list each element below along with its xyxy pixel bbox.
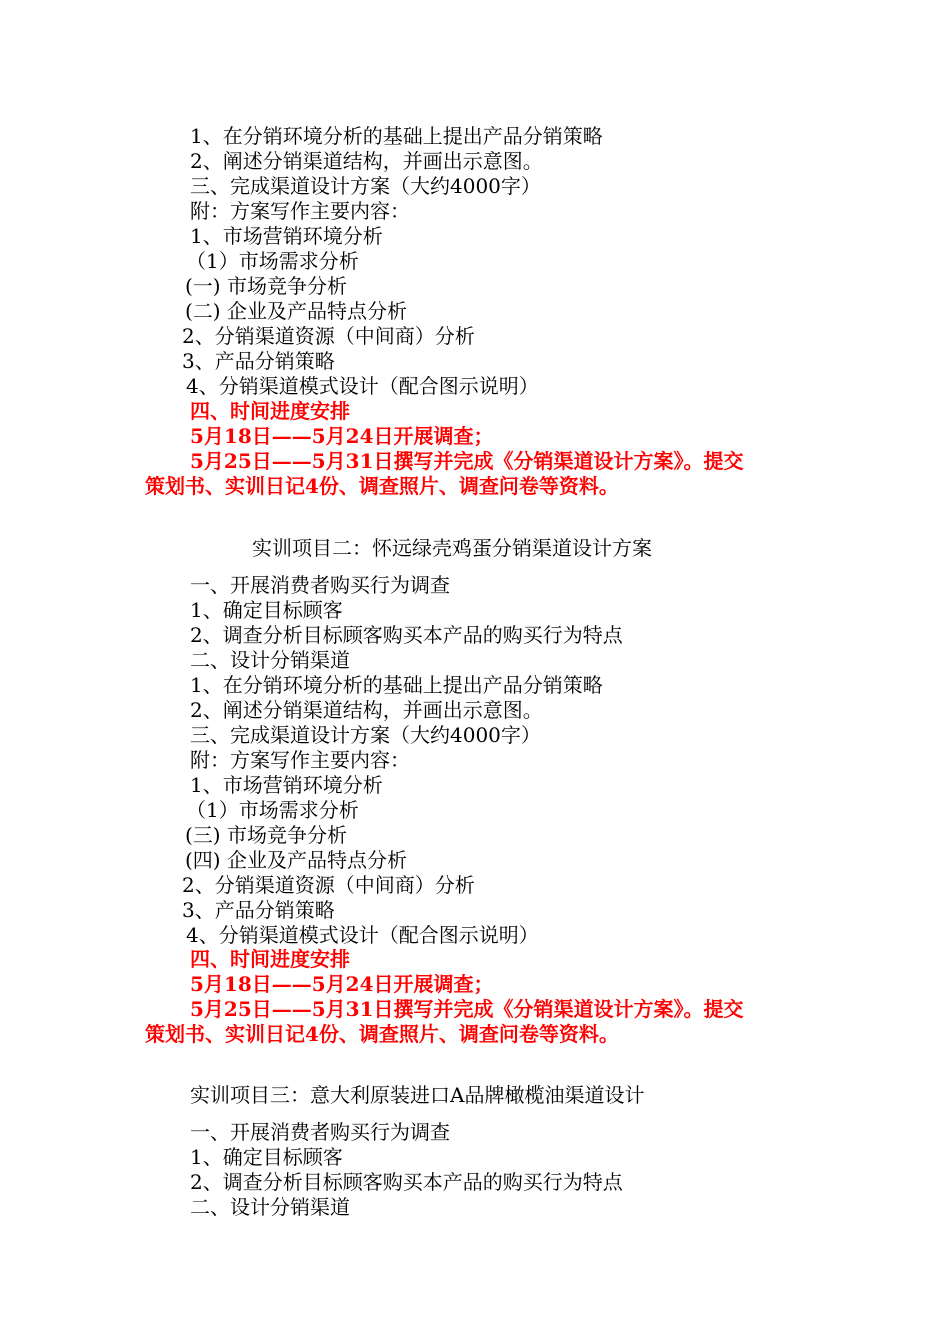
section-title: 实训项目三：意大利原装进口A品牌橄榄油渠道设计: [190, 1083, 645, 1107]
text-line: （1）市场需求分析: [186, 798, 359, 822]
text-line: (四) 企业及产品特点分析: [185, 848, 407, 872]
text-line: 3、产品分销策略: [182, 349, 335, 373]
text-line: 2、阐述分销渠道结构，并画出示意图。: [190, 149, 543, 173]
text-line: 1、确定目标顾客: [190, 1145, 343, 1169]
text-line: 二、设计分销渠道: [190, 1195, 350, 1219]
text-line: 3、产品分销策略: [182, 898, 335, 922]
text-line: 1、在分销环境分析的基础上提出产品分销策略: [190, 673, 603, 697]
text-line: (一) 市场竞争分析: [185, 274, 347, 298]
text-line: 一、开展消费者购买行为调查: [190, 573, 450, 597]
text-line: 附：方案写作主要内容：: [190, 748, 410, 772]
text-line: 1、市场营销环境分析: [190, 224, 383, 248]
schedule-line: 5月25日——5月31日撰写并完成《分销渠道设计方案》。提交: [190, 449, 744, 473]
text-line: 2、阐述分销渠道结构，并画出示意图。: [190, 698, 543, 722]
text-line: 三、完成渠道设计方案（大约4000字）: [190, 174, 541, 198]
schedule-heading: 四、时间进度安排: [190, 399, 350, 423]
text-line: 二、设计分销渠道: [190, 648, 350, 672]
text-line: (三) 市场竞争分析: [185, 823, 347, 847]
text-line: 1、市场营销环境分析: [190, 773, 383, 797]
schedule-line: 策划书、实训日记4份、调查照片、调查问卷等资料。: [145, 1022, 619, 1046]
text-line: 4、分销渠道模式设计（配合图示说明）: [186, 923, 539, 947]
text-line: 1、确定目标顾客: [190, 598, 343, 622]
schedule-line: 策划书、实训日记4份、调查照片、调查问卷等资料。: [145, 474, 619, 498]
text-line: 2、调查分析目标顾客购买本产品的购买行为特点: [190, 1170, 623, 1194]
text-line: 2、调查分析目标顾客购买本产品的购买行为特点: [190, 623, 623, 647]
section-title: 实训项目二：怀远绿壳鸡蛋分销渠道设计方案: [252, 536, 652, 560]
schedule-heading: 四、时间进度安排: [190, 947, 350, 971]
text-line: 2、分销渠道资源（中间商）分析: [182, 324, 475, 348]
text-line: (二) 企业及产品特点分析: [185, 299, 407, 323]
text-line: 1、在分销环境分析的基础上提出产品分销策略: [190, 124, 603, 148]
text-line: 一、开展消费者购买行为调查: [190, 1120, 450, 1144]
text-line: 三、完成渠道设计方案（大约4000字）: [190, 723, 541, 747]
text-line: 2、分销渠道资源（中间商）分析: [182, 873, 475, 897]
text-line: （1）市场需求分析: [186, 249, 359, 273]
schedule-line: 5月25日——5月31日撰写并完成《分销渠道设计方案》。提交: [190, 997, 744, 1021]
schedule-line: 5月18日——5月24日开展调查；: [190, 424, 494, 448]
text-line: 4、分销渠道模式设计（配合图示说明）: [186, 374, 539, 398]
schedule-line: 5月18日——5月24日开展调查；: [190, 972, 494, 996]
text-line: 附：方案写作主要内容：: [190, 199, 410, 223]
